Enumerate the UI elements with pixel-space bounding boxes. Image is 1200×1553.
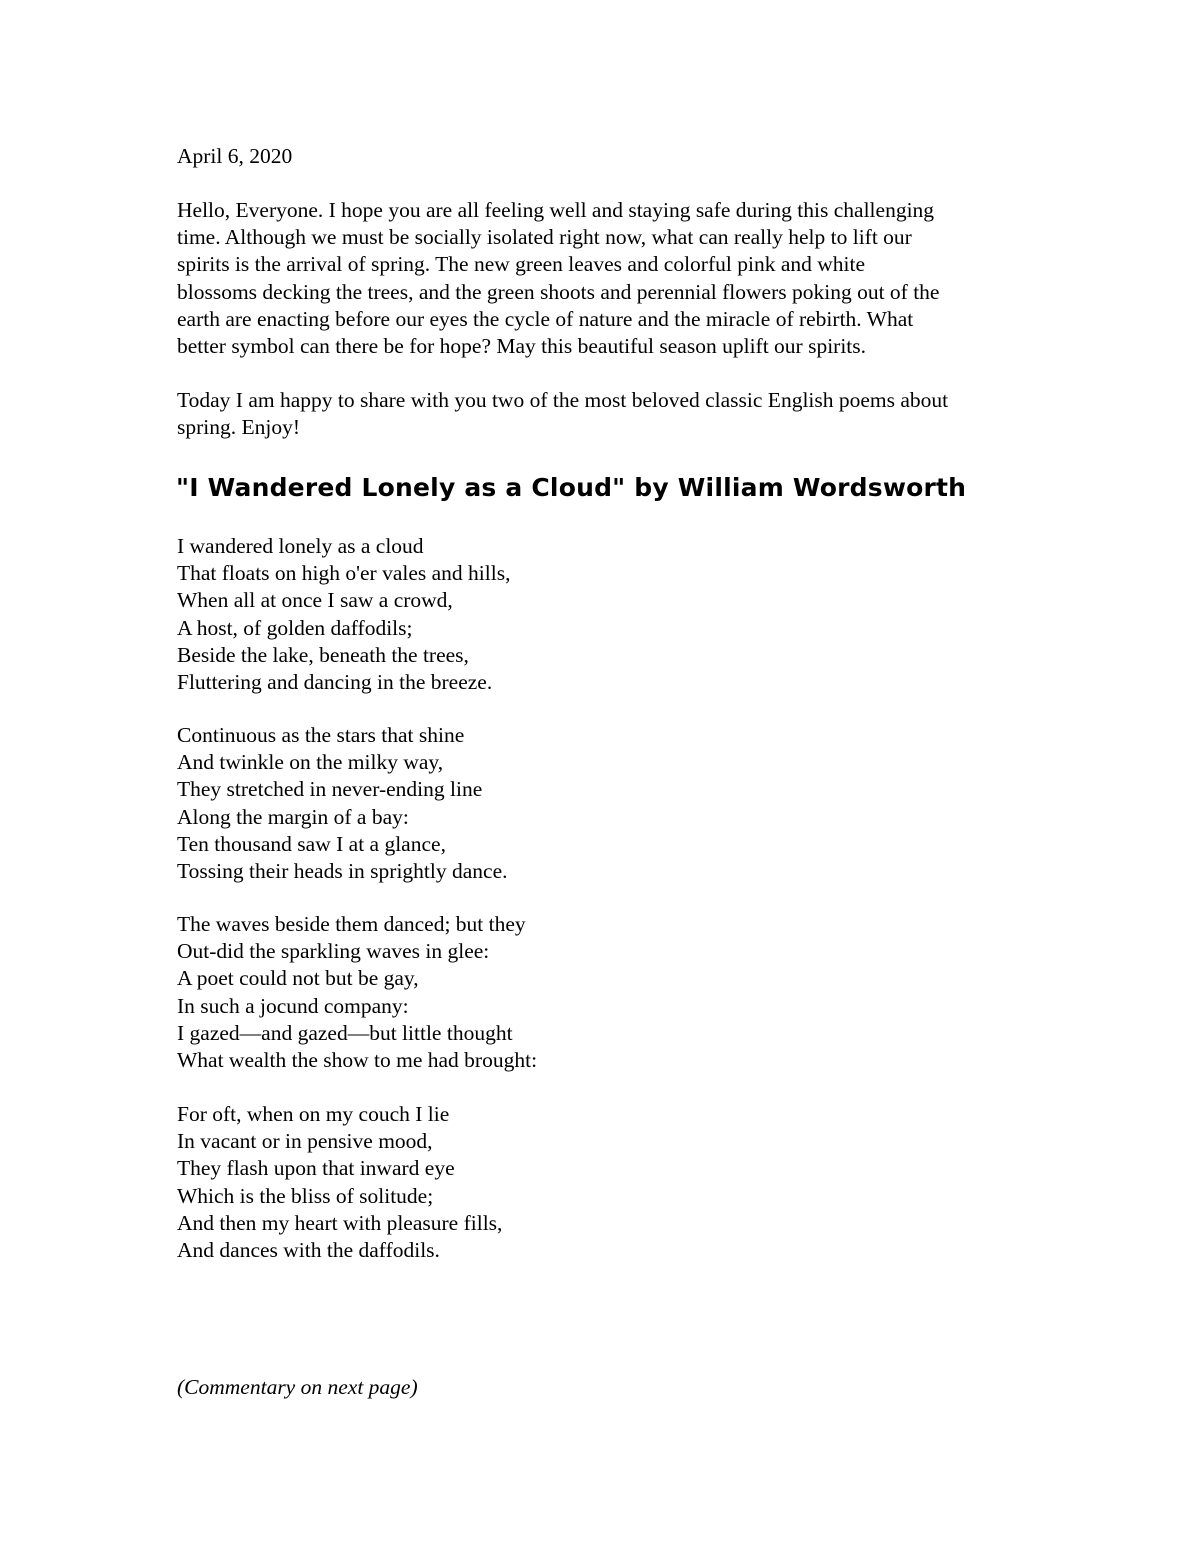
- poem-stanza-1: [177, 533, 510, 696]
- poem-line: The waves beside them danced; but they: [177, 912, 526, 936]
- intro-line: time. Although we must be socially isolated right now, what can really help to lift our: [177, 225, 912, 250]
- poem-line: Tossing their heads in sprightly dance.: [177, 859, 508, 884]
- poem-line: They flash upon that inward eye: [177, 1156, 455, 1181]
- poem-line: A host, of golden daffodils;: [177, 615, 413, 640]
- poem-line: And then my heart with pleasure fills,: [177, 1210, 503, 1235]
- poem-stanza-4: [177, 1101, 502, 1264]
- poem-stanza-2: [177, 722, 508, 885]
- poem-line: And twinkle on the milky way,: [177, 750, 444, 775]
- poem-line: A poet could not but be gay,: [177, 966, 419, 991]
- poem-line: They stretched in never-ending line: [177, 777, 483, 802]
- poem-line: When all at once I saw a crowd,: [177, 588, 453, 613]
- share-line: spring. Enjoy!: [177, 415, 301, 440]
- poem-line: Fluttering and dancing in the breeze.: [177, 670, 493, 695]
- share-line: Today I am happy to share with you two of the most beloved classic English poems about: [177, 388, 949, 412]
- intro-line: earth are enacting before our eyes the cycle of nature and the miracle of rebirth. What: [177, 306, 914, 331]
- poem-line: Out-did the sparkling waves in glee:: [177, 939, 490, 964]
- letter-date: April 6, 2020: [177, 144, 293, 168]
- poem-line: Continuous as the stars that shine: [177, 723, 465, 747]
- poem-line: Along the margin of a bay:: [177, 804, 409, 829]
- intro-line: blossoms decking the trees, and the green shoots and perennial flowers poking out of the: [177, 279, 940, 304]
- intro-line: spirits is the arrival of spring. The new green leaves and colorful pink and white: [177, 252, 866, 277]
- poem-line: Which is the bliss of solitude;: [177, 1183, 434, 1208]
- intro-paragraph: [177, 197, 1037, 360]
- intro-line: Hello, Everyone. I hope you are all feeling well and staying safe during this challenging: [177, 198, 935, 222]
- poem-line: What wealth the show to me had brought:: [177, 1048, 538, 1073]
- poem-line: I wandered lonely as a cloud: [177, 534, 424, 558]
- poem-line: That floats on high o'er vales and hills,: [177, 561, 511, 586]
- commentary-note: (Commentary on next page): [177, 1375, 418, 1399]
- poem-line: And dances with the daffodils.: [177, 1238, 440, 1263]
- poem-stanza-3: [177, 911, 537, 1074]
- poem-line: For oft, when on my couch I lie: [177, 1102, 450, 1126]
- poem-line: In vacant or in pensive mood,: [177, 1129, 433, 1154]
- poem-line: In such a jocund company:: [177, 993, 409, 1018]
- poem-line: Beside the lake, beneath the trees,: [177, 642, 469, 667]
- poem-heading: "I Wandered Lonely as a Cloud" by William Wordsworth: [176, 473, 967, 502]
- share-paragraph: [177, 387, 1037, 441]
- poem-line: Ten thousand saw I at a glance,: [177, 831, 446, 856]
- intro-line: better symbol can there be for hope? May this beautiful season uplift our spirits.: [177, 334, 867, 359]
- poem-line: I gazed—and gazed—but little thought: [177, 1020, 513, 1045]
